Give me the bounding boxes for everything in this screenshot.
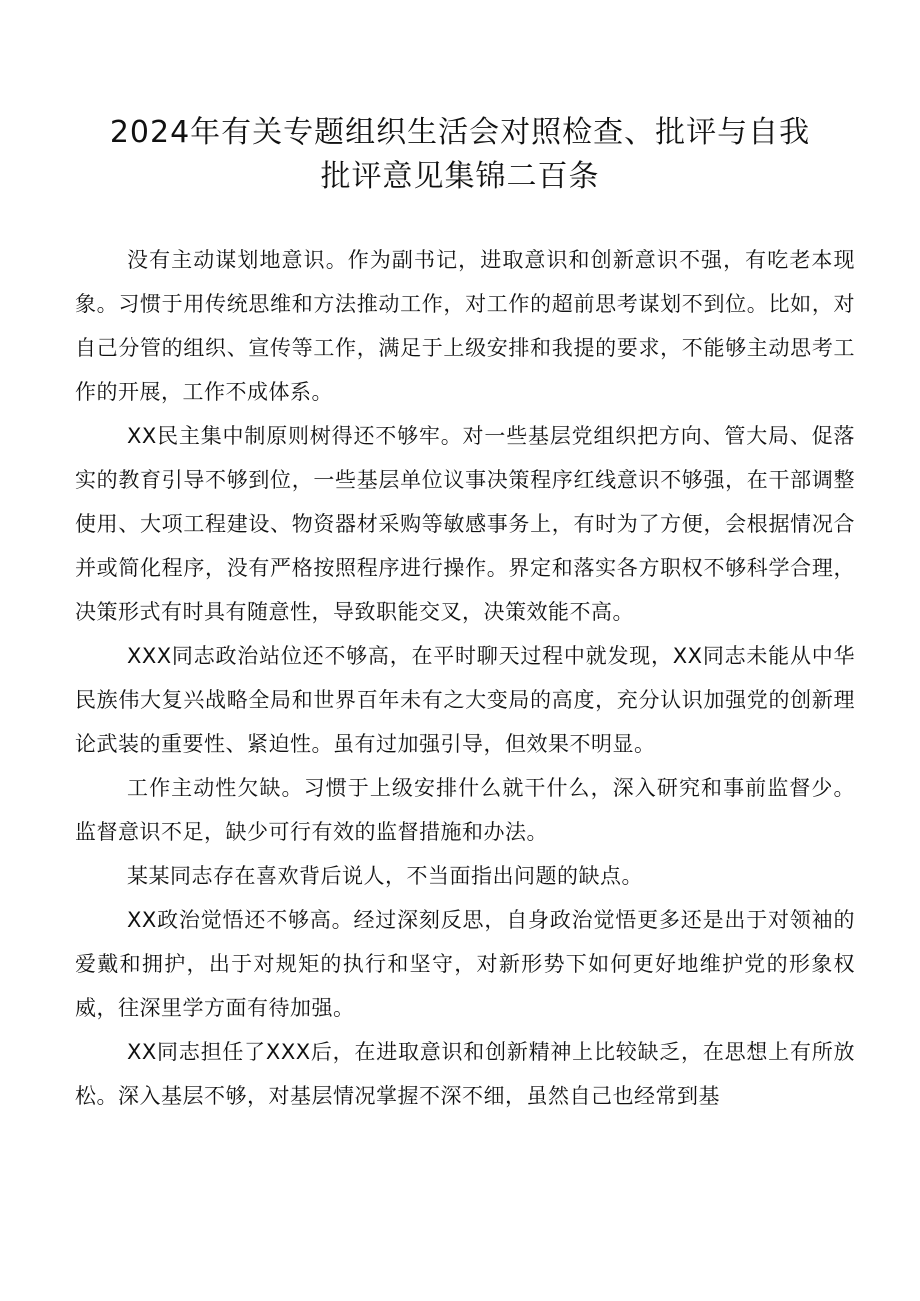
paragraph: 某某同志存在喜欢背后说人，不当面指出问题的缺点。 [127, 864, 643, 888]
paragraph: XX民主集中制原则树得还不够牢。对一些基层党组织把方向、管大局、促落实的教育引导不够到位，一些基层单位议事决策程序红线意识不够强，在干部调整使用、大项工程建设、物资器材采购等敏感事务上，有时为了方便，会根据情况合并或简化程序，没有严格按照程序进行操作。界定和落实各方职权不够科学合理，决策形式有时具有随意性，导致职能交叉，决策效能不高。 [75, 424, 855, 624]
document-title-line-2: 批评意见集锦二百条 [320, 159, 600, 194]
paragraph: 工作主动性欠缺。习惯于上级安排什么就干什么，深入研究和事前监督少。监督意识不足，缺少可行有效的监督措施和办法。 [75, 776, 855, 844]
document-title-line-1: 2024年有关专题组织生活会对照检查、批评与自我 [109, 115, 811, 150]
paragraph: XX同志担任了XXX后，在进取意识和创新精神上比较缺乏，在思想上有所放松。深入基层不够，对基层情况掌握不深不细，虽然自己也经常到基 [75, 1040, 855, 1108]
paragraph: XXX同志政治站位还不够高，在平时聊天过程中就发现，XX同志未能从中华民族伟大复兴战略全局和世界百年未有之大变局的高度，充分认识加强党的创新理论武装的重要性、紧迫性。虽有过加强引导，但效果不明显。 [75, 644, 855, 756]
document-body [75, 238, 855, 1118]
paragraph: XX政治觉悟还不够高。经过深刻反思，自身政治觉悟更多还是出于对领袖的爱戴和拥护，出于对规矩的执行和坚守，对新形势下如何更好地维护党的形象权威，往深里学方面有待加强。 [75, 908, 855, 1020]
paragraph: 没有主动谋划地意识。作为副书记，进取意识和创新意识不强，有吃老本现象。习惯于用传统思维和方法推动工作，对工作的超前思考谋划不到位。比如，对自己分管的组织、宣传等工作，满足于上级安排和我提的要求，不能够主动思考工作的开展，工作不成体系。 [75, 248, 855, 404]
